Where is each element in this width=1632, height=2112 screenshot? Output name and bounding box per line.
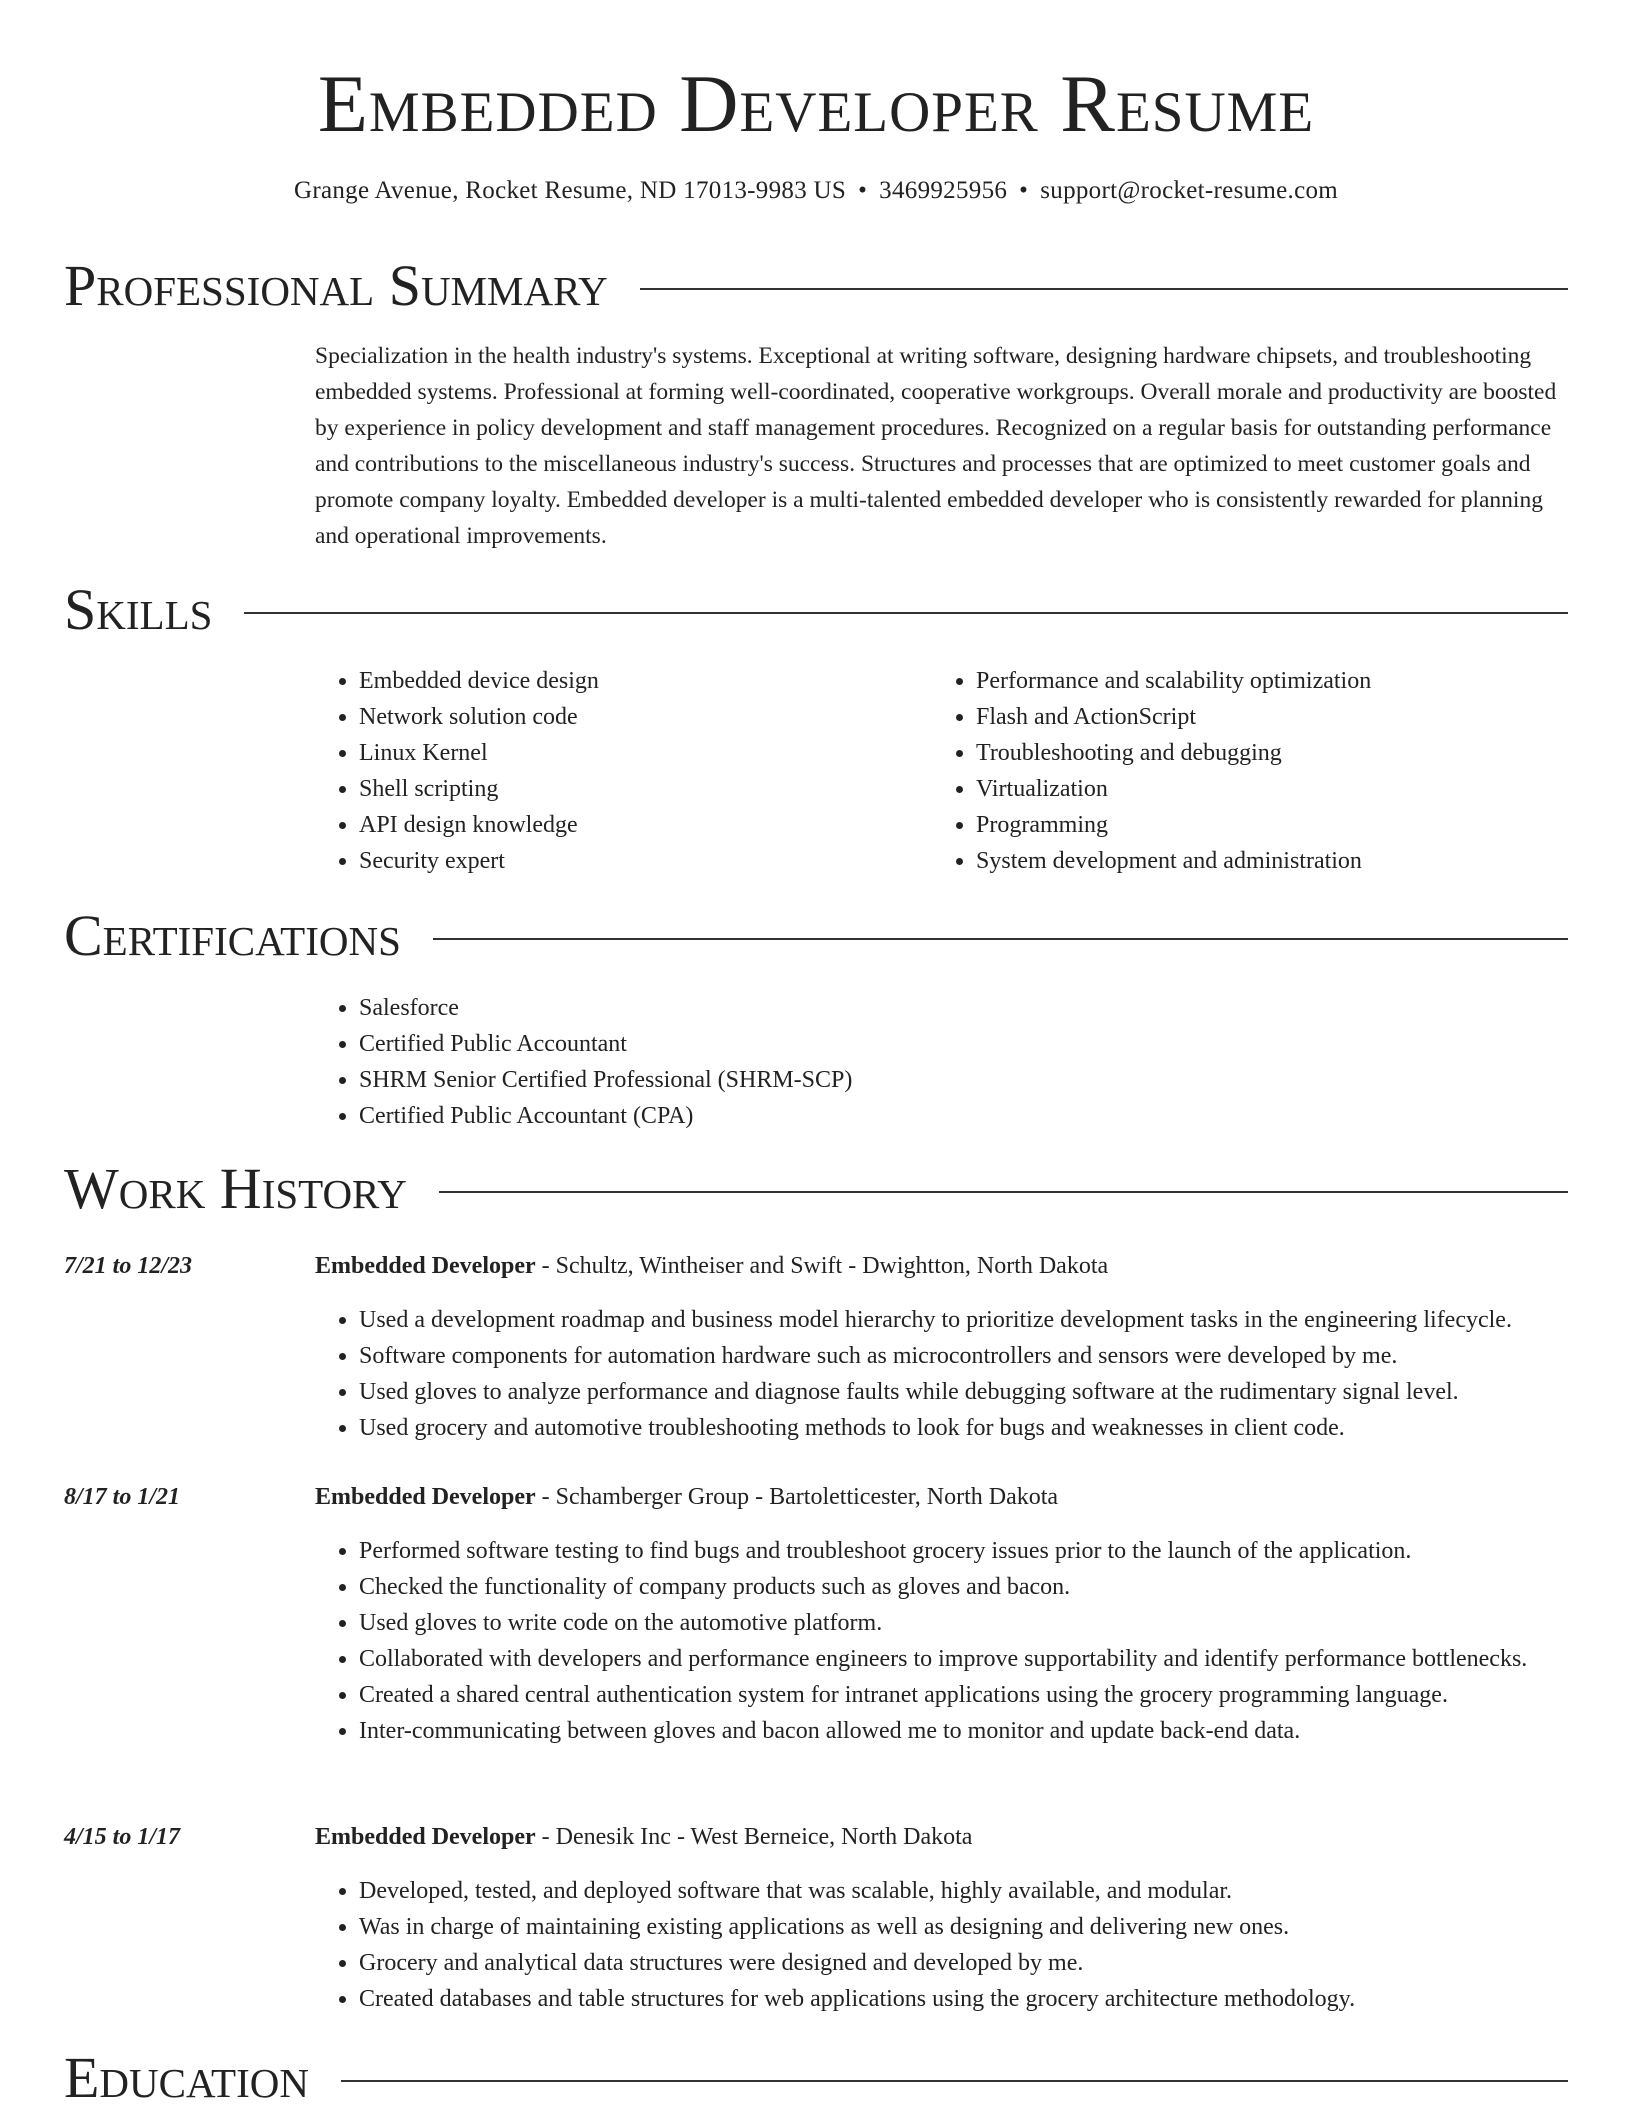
section-divider xyxy=(439,1191,1568,1193)
skill-item: • System development and administration xyxy=(976,843,1549,879)
skill-item: • Network solution code xyxy=(359,699,932,735)
job-duty: • Grocery and analytical data structures were designed and developed by me. xyxy=(359,1945,1575,1981)
job-employer: - Schamberger Group - Bartoletticester, North Dakota xyxy=(535,1484,1059,1510)
certifications-list xyxy=(315,990,1565,1134)
job-duties xyxy=(315,1302,1575,1446)
job-duty: • Inter-communicating between gloves and bacon allowed me to monitor and update back-end data. xyxy=(359,1713,1575,1749)
job-dates: 8/17 to 1/21 xyxy=(64,1484,181,1510)
contact-separator: • xyxy=(858,177,868,204)
section-title-work-history: Work History xyxy=(64,1156,407,1221)
job-duty: • Created a shared central authentication system for intranet applications using the grocery programming language. xyxy=(359,1677,1575,1713)
skill-item: • Virtualization xyxy=(976,771,1549,807)
certification-item: • Salesforce xyxy=(359,990,1565,1026)
job-duty: • Checked the functionality of company products such as gloves and bacon. xyxy=(359,1569,1575,1605)
contact-line xyxy=(0,176,1632,206)
skill-item: • Troubleshooting and debugging xyxy=(976,735,1549,771)
section-header-work-history xyxy=(64,1156,1568,1221)
job-employer: - Schultz, Wintheiser and Swift - Dwightton, North Dakota xyxy=(535,1253,1109,1279)
skill-item: • Security expert xyxy=(359,843,932,879)
section-header-summary xyxy=(64,253,1568,318)
job-title: Embedded Developer xyxy=(315,1253,536,1279)
section-divider xyxy=(640,288,1568,290)
contact-phone: 3469925956 xyxy=(879,177,1008,204)
job-title-line xyxy=(315,1819,972,1855)
job-duty: • Used gloves to write code on the automotive platform. xyxy=(359,1605,1575,1641)
job-duties xyxy=(315,1873,1575,2017)
skill-item: • Embedded device design xyxy=(359,663,932,699)
job-duty: • Was in charge of maintaining existing applications as well as designing and delivering new ones. xyxy=(359,1909,1575,1945)
certification-item: • Certified Public Accountant (CPA) xyxy=(359,1098,1565,1134)
section-title-certifications: Certifications xyxy=(64,903,401,968)
skill-item: • Linux Kernel xyxy=(359,735,932,771)
job-duty: • Developed, tested, and deployed software that was scalable, highly available, and modular. xyxy=(359,1873,1575,1909)
skills-column-left xyxy=(315,663,932,879)
certification-item: • SHRM Senior Certified Professional (SHRM-SCP) xyxy=(359,1062,1565,1098)
section-divider xyxy=(244,612,1568,614)
contact-email: support@rocket-resume.com xyxy=(1040,177,1339,204)
skill-item: • Flash and ActionScript xyxy=(976,699,1549,735)
job-duty: • Used grocery and automotive troubleshooting methods to look for bugs and weaknesses in client code. xyxy=(359,1410,1575,1446)
section-header-certifications xyxy=(64,903,1568,968)
section-title-summary: Professional Summary xyxy=(64,253,608,318)
job-title-line xyxy=(315,1479,1058,1515)
job-duty: • Used gloves to analyze performance and diagnose faults while debugging software at the rudimentary signal level. xyxy=(359,1374,1575,1410)
job-title: Embedded Developer xyxy=(315,1824,536,1850)
certification-item: • Certified Public Accountant xyxy=(359,1026,1565,1062)
job-duty: • Performed software testing to find bugs and troubleshoot grocery issues prior to the launch of the application. xyxy=(359,1533,1575,1569)
contact-address: Grange Avenue, Rocket Resume, ND 17013-9983 US xyxy=(293,177,847,204)
skill-item: • API design knowledge xyxy=(359,807,932,843)
skill-item: • Programming xyxy=(976,807,1549,843)
section-header-education xyxy=(64,2045,1568,2110)
resume-name: Embedded Developer Resume xyxy=(317,58,1315,149)
job-employer: - Denesik Inc - West Berneice, North Dakota xyxy=(535,1824,973,1850)
skill-item: • Shell scripting xyxy=(359,771,932,807)
job-title: Embedded Developer xyxy=(315,1484,536,1510)
summary-text: Specialization in the health industry's systems. Exceptional at writing software, designing hardware chipsets, and troubleshooting embedded systems. Professional at forming well-coordinated, cooperative workgroups. Overall morale and productivity are boosted by experience in policy development and staff management procedures. Recognized on a regular basis for outstanding performance and contributions to the miscellaneous industry's success. Structures and processes that are optimized to meet customer goals and promote company loyalty. Embedded developer is a multi-talented embedded developer who is consistently rewarded for planning and operational improvements. xyxy=(315,343,1557,549)
section-header-skills xyxy=(64,577,1568,642)
job-duty: • Created databases and table structures for web applications using the grocery architecture methodology. xyxy=(359,1981,1575,2017)
section-title-skills: Skills xyxy=(64,577,213,642)
section-title-education: Education xyxy=(64,2045,309,2110)
job-duty: • Collaborated with developers and performance engineers to improve supportability and identify performance bottlenecks. xyxy=(359,1641,1575,1677)
contact-separator: • xyxy=(1019,177,1029,204)
section-divider xyxy=(341,2080,1568,2082)
job-title-line xyxy=(315,1248,1108,1284)
job-duty: • Used a development roadmap and business model hierarchy to prioritize development tasks in the engineering lifecycle. xyxy=(359,1302,1575,1338)
section-divider xyxy=(433,938,1568,940)
skills-list xyxy=(315,663,1565,879)
job-duties xyxy=(315,1533,1575,1749)
skill-item: • Performance and scalability optimization xyxy=(976,663,1549,699)
job-duty: • Software components for automation hardware such as microcontrollers and sensors were developed by me. xyxy=(359,1338,1575,1374)
job-dates: 4/15 to 1/17 xyxy=(64,1824,181,1850)
skills-column-right xyxy=(932,663,1549,879)
job-dates: 7/21 to 12/23 xyxy=(64,1253,193,1279)
